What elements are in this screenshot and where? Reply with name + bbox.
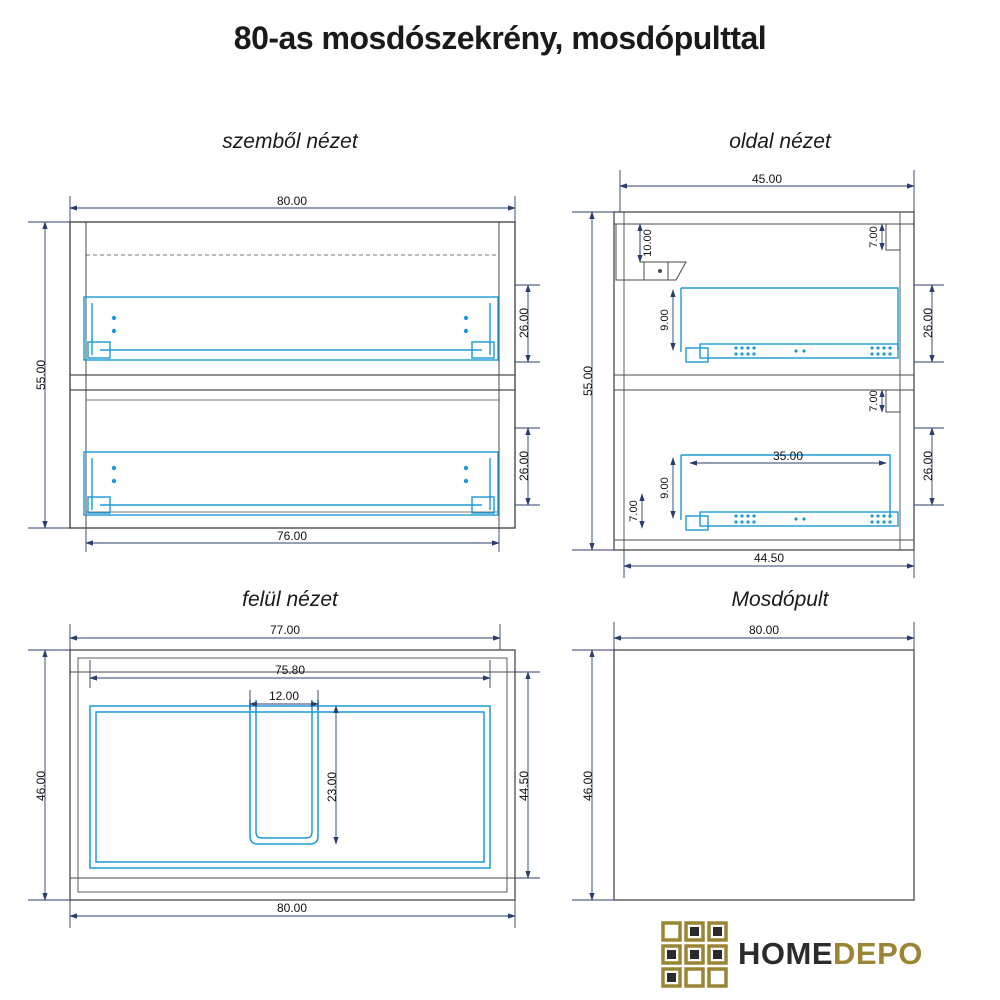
dim-top-cutout-depth: 23.00 (325, 771, 339, 803)
dim-side-drawer-depth: 35.00 (772, 449, 804, 463)
dim-front-bottom-width: 76.00 (276, 529, 308, 543)
dim-front-height: 55.00 (34, 359, 48, 391)
logo-text-home: HOME (738, 936, 833, 971)
dim-top-inner-width: 75.80 (274, 663, 306, 677)
dim-side-upper: 26.00 (921, 307, 935, 339)
dim-side-rail-lower-left: 7.00 (628, 500, 640, 522)
dim-top-cutout-width: 12.00 (268, 689, 300, 703)
dim-side-rail-lower: 9.00 (659, 477, 671, 499)
view-label-side: oldal nézet (729, 130, 831, 153)
logo-text (738, 936, 923, 972)
front-view (28, 194, 540, 552)
dim-side-rail-upper: 9.00 (659, 309, 671, 331)
dim-top-right-depth: 44.50 (517, 770, 531, 802)
view-label-front: szemből nézet (222, 130, 358, 153)
dim-top-left-depth: 46.00 (34, 770, 48, 802)
view-label-counter: Mosdópult (731, 588, 829, 611)
dim-side-lower: 26.00 (921, 450, 935, 482)
dim-top-bottom-width: 80.00 (276, 901, 308, 915)
dim-side-bottom-width: 44.50 (753, 551, 785, 565)
logo-text-depo: DEPO (833, 936, 923, 971)
dim-front-top-width: 80.00 (276, 194, 308, 208)
dim-side-mid-right-inset: 7.00 (868, 390, 880, 412)
dim-front-lower-drawer: 26.00 (517, 450, 531, 482)
dim-front-upper-drawer: 26.00 (517, 307, 531, 339)
view-label-top: felül nézet (242, 588, 338, 611)
page-title: 80-as mosdószekrény, mosdópulttal (233, 20, 767, 56)
counter-view (572, 622, 914, 900)
top-view (28, 623, 540, 928)
dim-side-height: 55.00 (581, 365, 595, 397)
dim-counter-width: 80.00 (748, 623, 780, 637)
dim-top-outer-width: 77.00 (269, 623, 301, 637)
dim-side-top-right-inset: 7.00 (868, 226, 880, 248)
side-view (572, 170, 944, 578)
homedepo-logo (660, 920, 990, 990)
logo-grid-icon (660, 920, 730, 990)
dim-counter-depth: 46.00 (581, 770, 595, 802)
dim-side-top-left-inset: 10.00 (642, 229, 654, 257)
dim-side-top-width: 45.00 (751, 172, 783, 186)
